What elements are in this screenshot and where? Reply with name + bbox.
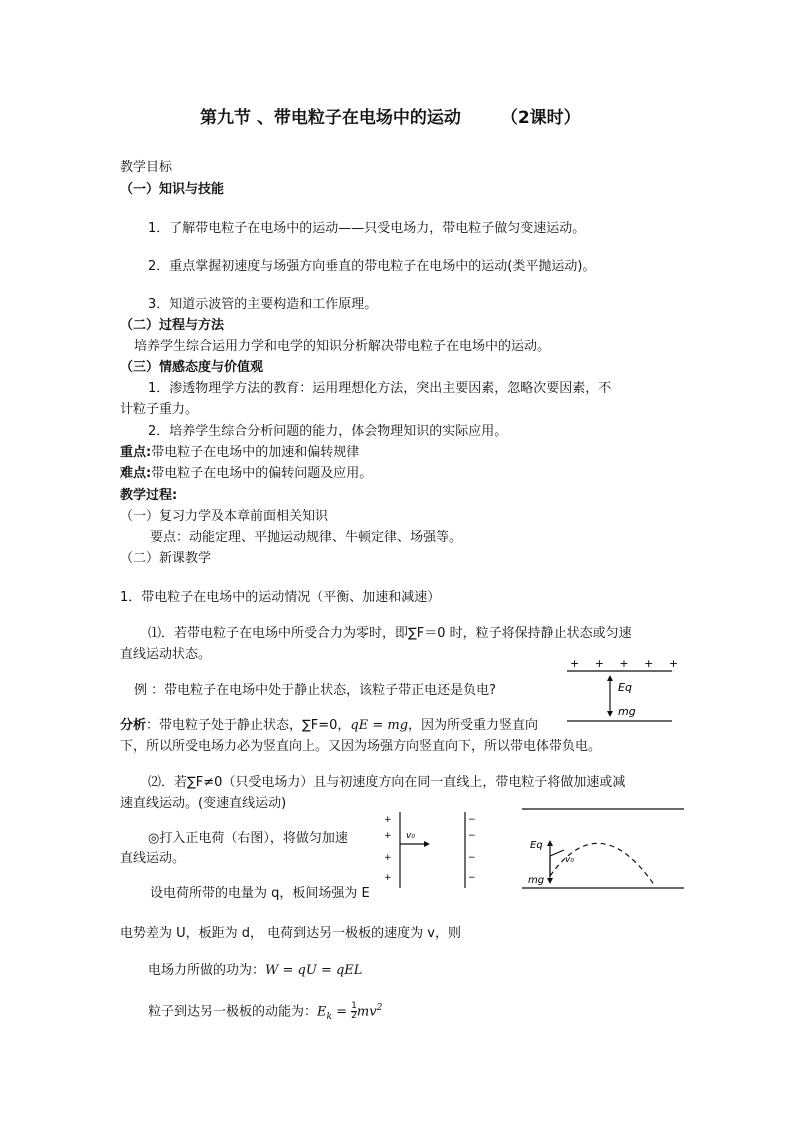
ke-subscript: k [326, 1011, 332, 1022]
work-line [148, 963, 362, 979]
attitude-heading: （三）情感态度与价值观 [120, 360, 264, 375]
process-heading: 教学过程: [120, 488, 178, 503]
fig1-force-down-label: mg [618, 705, 636, 718]
fig2-minus-4: − [468, 873, 476, 883]
trajectory-figure [520, 806, 690, 892]
p2-line2: 速直线运动。(变速直线运动) [120, 796, 287, 811]
goal-a1-line1: 1．渗透物理学方法的教育：运用理想化方法，突出主要因素，忽略次要因素，不 [148, 381, 612, 396]
goal-k1: 1．了解带电粒子在电场中的运动——只受电场力，带电粒子做匀变速运动。 [148, 221, 586, 236]
analysis-text-b: ，因为所受重力竖直向 [408, 718, 539, 733]
fig3-arrowhead-down [547, 878, 553, 884]
process-method-heading: （二）过程与方法 [120, 318, 225, 333]
fig2-minus-3: − [468, 853, 476, 863]
analysis-text-a: ：带电粒子处于静止状态，∑F=0， [146, 718, 351, 733]
goal-k2: 2．重点掌握初速度与场强方向垂直的带电粒子在电场中的运动(类平抛运动)。 [148, 259, 596, 274]
ke-superscript: 2 [376, 1003, 383, 1013]
ke-numerator: 1 [351, 1001, 357, 1012]
positive-line2: 直线运动。 [120, 851, 186, 866]
work-label: 电场力所做的功为： [148, 963, 266, 978]
charge-line: 设电荷所带的电量为 q，板间场强为 E [150, 886, 370, 901]
ke-line [148, 1000, 382, 1025]
difficulty-label: 难点: [120, 466, 152, 481]
goal-k3: 3．知道示波管的主要构造和工作原理。 [148, 297, 378, 312]
p1-line1: ⑴．若带电粒子在电场中所受合力为零时，即∑F＝0 时，粒子将保持静止状态或匀速 [148, 626, 632, 641]
ke-formula-left: E [317, 1004, 327, 1020]
goal-a2: 2．培养学生综合分析问题的能力，体会物理知识的实际应用。 [148, 424, 508, 439]
p1-line2: 直线运动状态。 [120, 647, 212, 662]
positive-line1: ◎打入正电荷（右图），将做匀加速 [148, 831, 348, 846]
focus-label: 重点: [120, 445, 152, 460]
fig3-force-up-label: Eq [530, 840, 543, 851]
focus-text: 带电粒子在电场中的加速和偏转规律 [151, 445, 360, 460]
analysis-line1 [120, 718, 538, 734]
page-title [200, 108, 581, 128]
fig1-force-up-label: Eq [618, 681, 632, 694]
ke-label: 粒子到达另一极板的动能为： [148, 1004, 318, 1020]
process-method-text: 培养学生综合运用力学和电学的知识分析解决带电粒子在电场中的运动。 [134, 339, 551, 354]
analysis-line2: 下，所以所受电场力必为竖直向上。又因为场强方向竖直向下，所以带电体带负电。 [120, 739, 602, 754]
p2-line1: ⑵．若∑F≠0（只受电场力）且与初速度方向在同一直线上，带电粒子将做加速或减 [148, 775, 626, 790]
fig1-plus-signs: + + + + + [570, 657, 685, 670]
difficulty-text: 带电粒子在电场中的偏转问题及应用。 [151, 466, 373, 481]
analysis-label: 分析 [120, 718, 147, 733]
fig2-plus-2: + [384, 831, 392, 841]
static-charge-figure [562, 655, 685, 730]
ke-equals: = [331, 1004, 352, 1020]
title-main: 第九节 、带电粒子在电场中的运动 [200, 108, 461, 128]
knowledge-heading: （一）知识与技能 [120, 182, 225, 197]
work-formula: W = qU = qEL [265, 963, 363, 978]
fig2-plus-3: + [384, 853, 392, 863]
fig3-velocity-label: v₀ [565, 855, 574, 865]
fig2-plus-4: + [384, 873, 392, 883]
difficulty-row [120, 466, 372, 482]
title-hours: （2课时） [500, 108, 581, 128]
fig2-minus-2: − [468, 831, 476, 841]
review-line: （一）复习力学及本章前面相关知识 [120, 509, 329, 524]
fig1-arrowhead-up [607, 675, 613, 681]
accelerating-charge-figure [380, 808, 480, 893]
section1-title: 1．带电粒子在电场中的运动情况（平衡、加速和减速） [120, 590, 441, 605]
fig2-minus-1: − [468, 815, 476, 825]
goals-heading: 教学目标 [120, 160, 173, 175]
goal-a1-line2: 计粒子重力。 [120, 402, 199, 417]
fig2-plus-1: + [384, 815, 392, 825]
fig2-velocity-label: v₀ [406, 831, 415, 841]
potential-line: 电势差为 U，板距为 d， 电荷到达另一极板的速度为 v，则 [120, 926, 461, 941]
example-line: 例 ：带电粒子在电场中处于静止状态，该粒子带正电还是负电? [134, 683, 497, 698]
fig2-arrowhead [424, 841, 430, 847]
fig3-force-down-label: mg [528, 875, 545, 886]
points-line: 要点：动能定理、平抛运动规律、牛顿定律、场强等。 [150, 530, 463, 545]
ke-right: mv [356, 1004, 377, 1020]
focus-row [120, 445, 359, 461]
fig1-arrowhead-down [607, 711, 613, 717]
ke-denominator: 2 [351, 1011, 357, 1022]
fig3-arrowhead-up [547, 840, 553, 846]
fig3-velocity-arrow [550, 850, 564, 856]
analysis-formula: qE = mg [350, 718, 409, 733]
new-lesson-line: （二）新课教学 [120, 551, 212, 566]
